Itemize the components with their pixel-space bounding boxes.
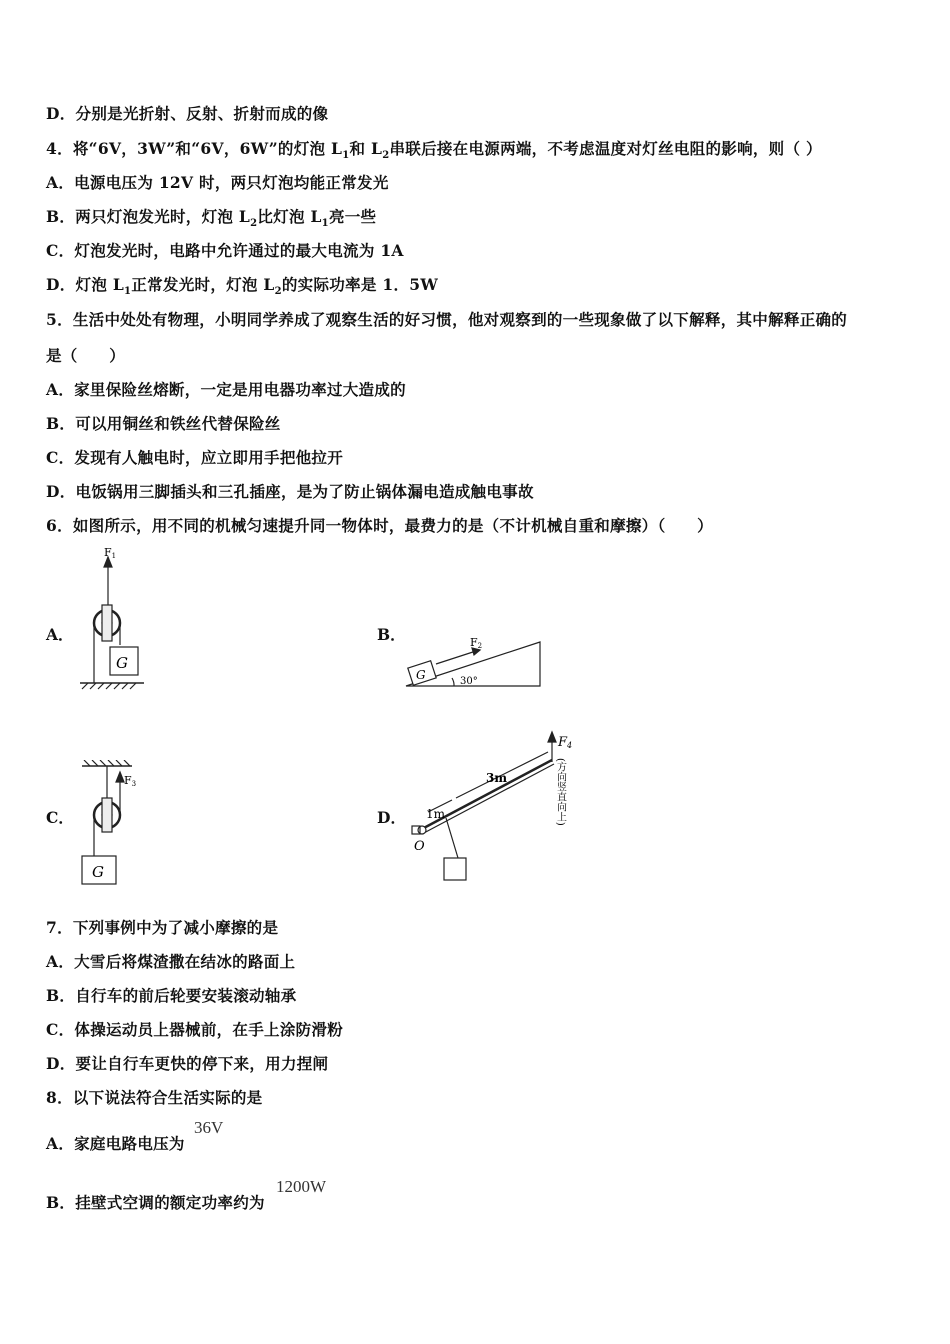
f1-label: F1 [104,546,117,560]
q5-option-b: B．可以用铜丝和铁丝代替保险丝 [46,414,281,433]
q4-stem: 4．将“6V，3W”和“6V，6W”的灯泡 $L_1$和 $L_2$串联后接在电源两端，不考虑温度对灯丝电阻的影响，则（ ） [46,139,822,162]
q5-option-a: A．家里保险丝熔断，一定是用电器功率过大造成的 [46,380,406,399]
f2-label: F2 [470,636,483,650]
q8-option-a-value: 36V [194,1118,224,1137]
f4-label: F4 [558,735,573,750]
weight-g-a: G [116,654,128,672]
q6-option-a-label: A． [46,625,74,644]
weight-g-b: G [416,668,426,682]
f4-direction-note: (方向竖直向上) [554,758,566,826]
figure-c-fixed-pulley [72,760,148,888]
q5-stem: 5．生活中处处有物理，小明同学养成了观察生活的好习惯，他对观察到的一些现象做了以下解释，其中解释正确的 [46,310,848,329]
weight-g-c: G [92,863,104,881]
q8-stem: 8．以下说法符合生活实际的是 [46,1088,263,1107]
q4-option-a: A．电源电压为 12V 时，两只灯泡均能正常发光 [46,173,389,192]
q8-option-b-value: 1200W [276,1177,327,1196]
q6-option-c-label: C． [46,808,74,827]
length-3m: 3m [486,771,508,785]
pivot-o: O [414,839,425,854]
figure-a-movable-pulley [72,545,148,691]
q5-option-c: C．发现有人触电时，应立即用手把他拉开 [46,448,344,467]
q7-option-c: C．体操运动员上器械前，在手上涂防滑粉 [46,1020,344,1039]
figure-b-incline [402,634,544,692]
q5-option-d: D．电饭锅用三脚插头和三孔插座，是为了防止锅体漏电造成触电事故 [46,482,534,501]
q8-option-a: A．家庭电路电压为 [46,1134,185,1153]
q4-option-d: D．灯泡 $L_1$正常发光时，灯泡 $L_2$的实际功率是 1．5W [46,275,439,298]
length-1m: 1m [426,807,446,821]
f3-label: F3 [124,774,137,788]
q7-option-a: A．大雪后将煤渣撒在结冰的路面上 [46,952,296,971]
q7-option-d: D．要让自行车更快的停下来，用力捏闸 [46,1054,329,1073]
figure-d-lever [408,730,580,888]
q5-stem-cont: 是（ ） [46,346,126,365]
q8-option-b: B．挂壁式空调的额定功率约为 [46,1193,265,1212]
angle-label: 30° [460,676,478,687]
q4-option-b: B．两只灯泡发光时，灯泡 $L_2$比灯泡 $L_1$亮一些 [46,207,377,230]
q7-stem: 7．下列事例中为了减小摩擦的是 [46,918,279,937]
q6-option-d-label: D． [377,808,406,827]
q7-option-b: B．自行车的前后轮要安装滚动轴承 [46,986,297,1005]
q4-option-c: C．灯泡发光时，电路中允许通过的最大电流为 1A [46,241,404,260]
q6-option-b-label: B． [377,625,406,644]
q6-stem: 6．如图所示，用不同的机械匀速提升同一物体时，最费力的是（不计机械自重和摩擦）（ ） [46,516,713,535]
q3-option-d: D．分别是光折射、反射、折射而成的像 [46,104,329,123]
